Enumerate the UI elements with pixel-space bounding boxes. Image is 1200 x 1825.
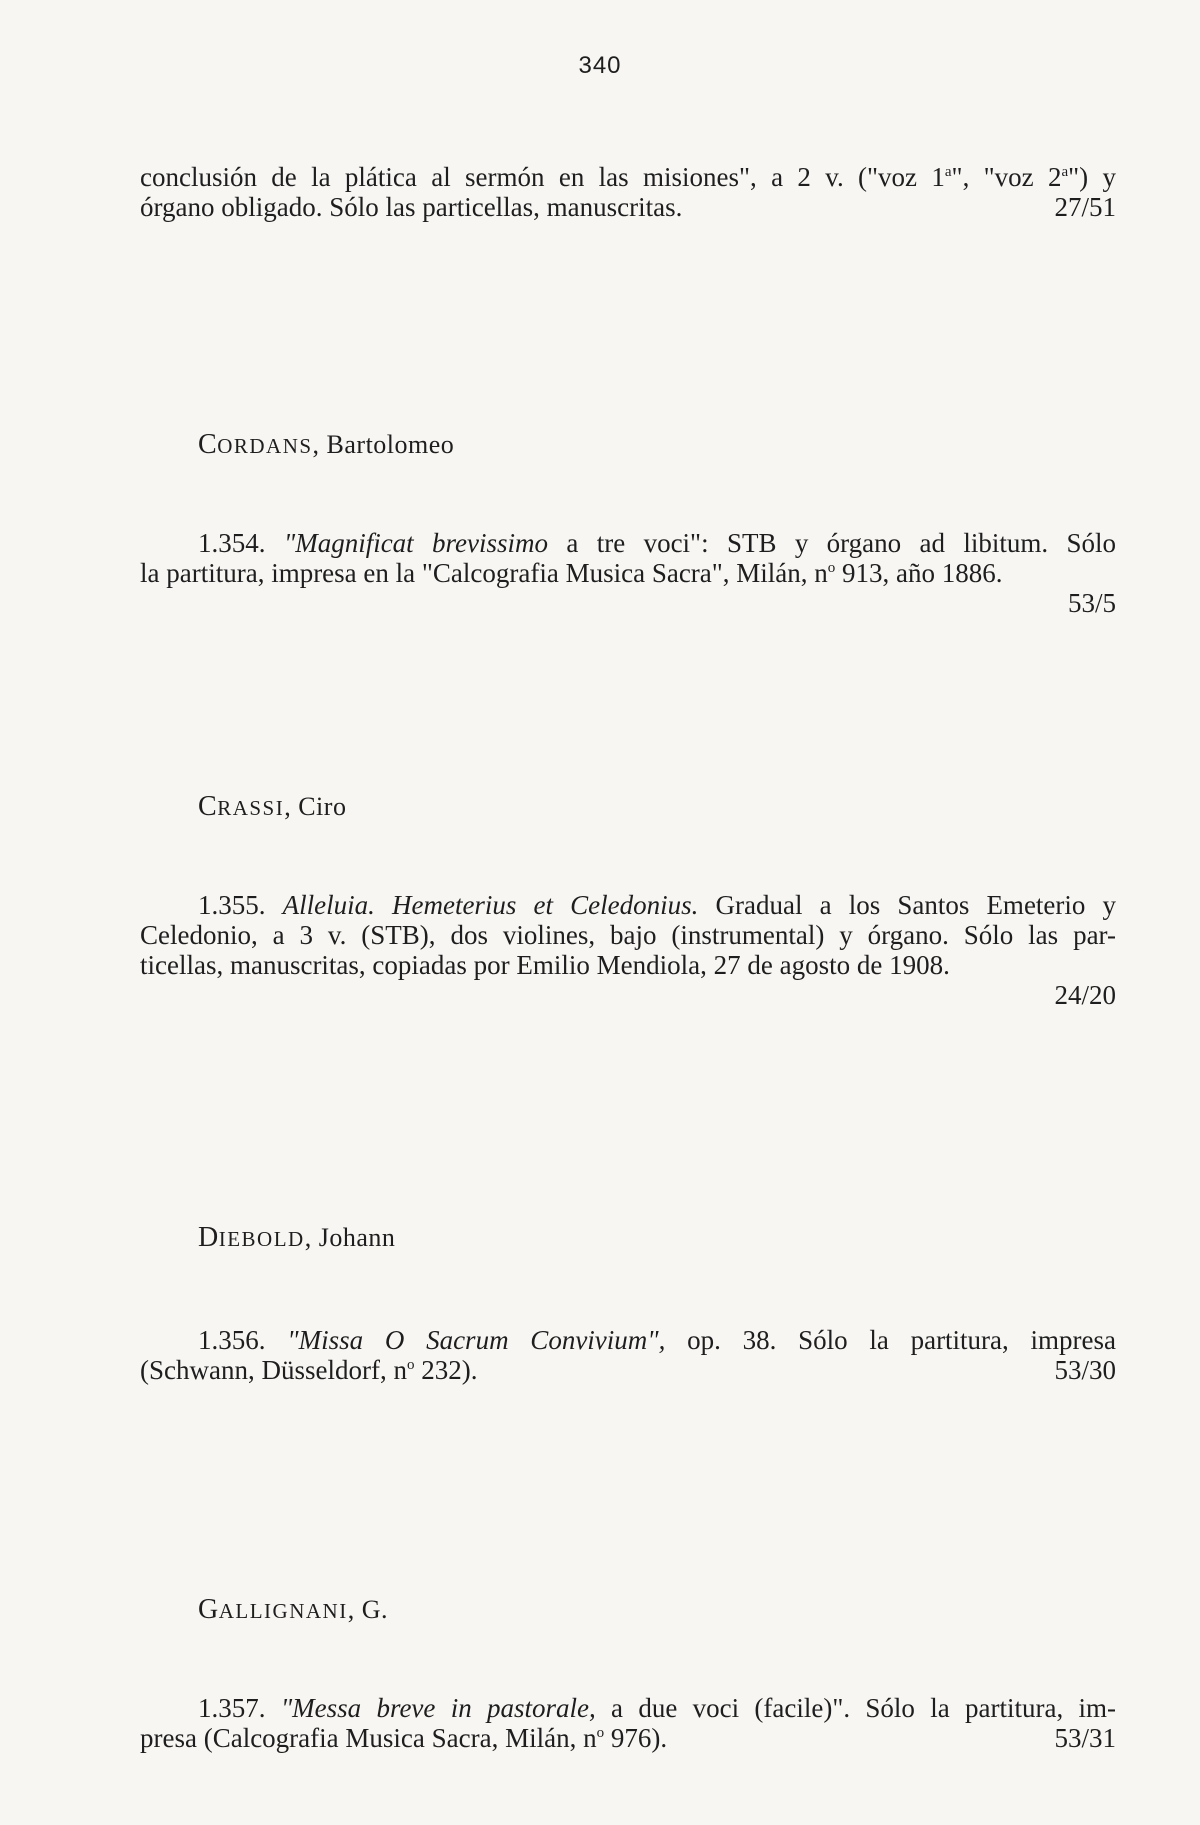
catalog-entry xyxy=(140,528,1116,618)
entry-line-1: 1.357. "Messa breve in pastorale, a due voci (facile)". Sólo la partitura, im- xyxy=(198,1693,1117,1723)
continuation-line-2: órgano obligado. Sólo las particellas, manuscritas. 27/51 xyxy=(140,192,1116,222)
archive-reference: 24/20 xyxy=(1054,980,1116,1010)
entry-line-2: Celedonio, a 3 v. (STB), dos violines, bajo (instrumental) y órgano. Sólo las par- xyxy=(140,920,1116,950)
entry-line-2: (Schwann, Düsseldorf, $n^o$ 232). 53/30 xyxy=(140,1355,1116,1385)
continuation-paragraph xyxy=(140,162,1116,222)
composer-heading: DIEBOLD, Johann xyxy=(198,1222,396,1253)
archive-reference: 53/5 xyxy=(1067,588,1116,618)
entry-line-1: 1.356. "Missa O Sacrum Convivium", op. 38. Sólo la partitura, impresa xyxy=(198,1325,1116,1355)
catalog-entry xyxy=(140,1693,1116,1753)
entry-line-3: ticellas, manuscritas, copiadas por Emilio Mendiola, 27 de agosto de 1908. xyxy=(140,950,950,980)
archive-reference: 53/30 xyxy=(1054,1355,1116,1385)
composer-heading: CRASSI, Ciro xyxy=(198,791,347,822)
entry-line-1: 1.355. Alleluia. Hemeterius et Celedonius. Gradual a los Santos Emeterio y xyxy=(198,890,1117,920)
entry-line-2: la partitura, impresa en la "Calcografia Musica Sacra", Milán, $n^o$ 913, año 1886. xyxy=(140,558,1003,588)
continuation-line-1: conclusión de la plática al sermón en las misiones", a 2 v. ("voz 1$^a$", "voz 2$^a$") y xyxy=(140,162,1116,192)
archive-reference: 27/51 xyxy=(1054,192,1116,222)
page-number: 340 xyxy=(578,52,622,79)
archive-reference: 53/31 xyxy=(1054,1723,1116,1753)
entry-line-1: 1.354. "Magnificat brevissimo a tre voci": STB y órgano ad libitum. Sólo xyxy=(198,528,1116,558)
composer-heading: GALLIGNANI, G. xyxy=(198,1594,388,1625)
composer-heading: CORDANS, Bartolomeo xyxy=(198,429,455,460)
entry-line-2: presa (Calcografia Musica Sacra, Milán, $n^o$ 976). 53/31 xyxy=(140,1723,1116,1753)
catalog-entry xyxy=(140,1325,1116,1385)
catalog-entry xyxy=(140,890,1116,1010)
